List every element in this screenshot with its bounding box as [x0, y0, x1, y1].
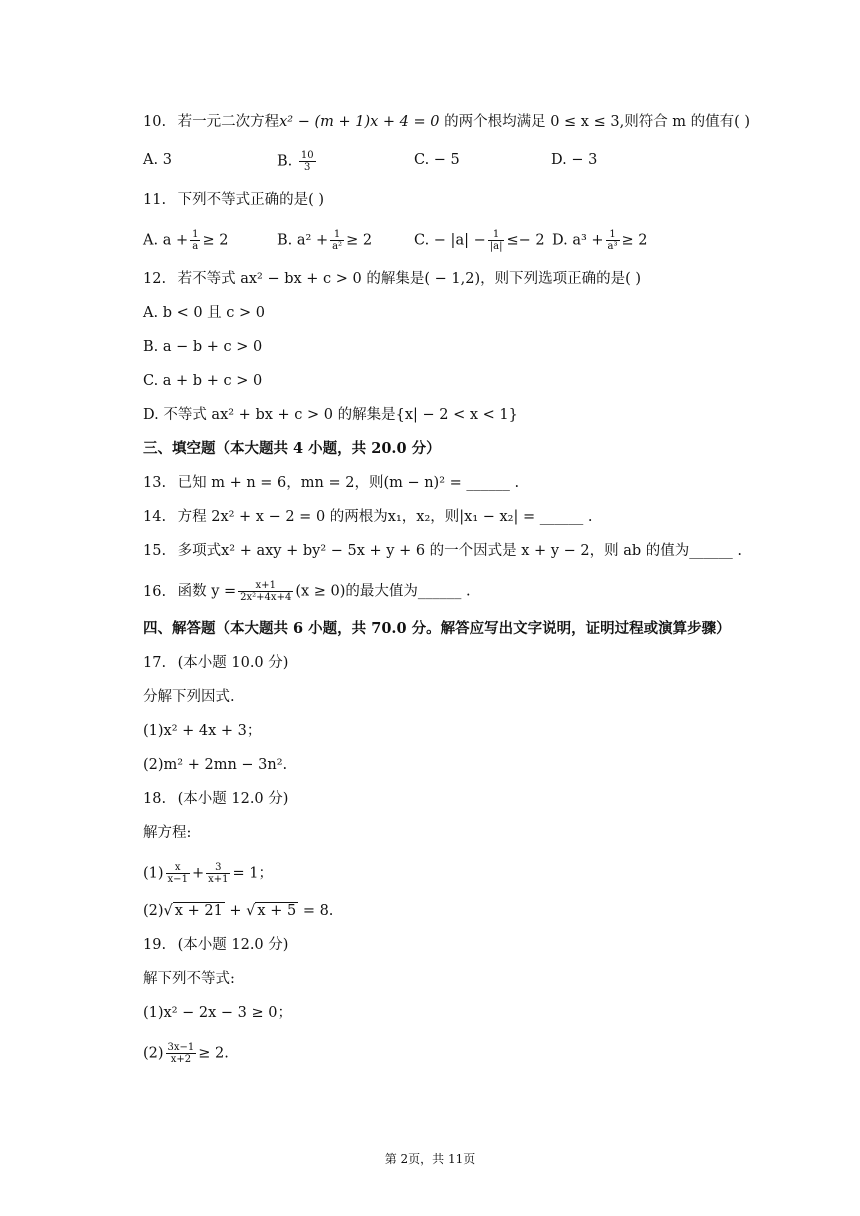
denominator: x−1 [167, 874, 188, 885]
question-text-tail: 的两个根均满足 0 ≤ x ≤ 3,则符合 m 的值有( ) [444, 114, 751, 130]
question-text-tail: (x ≥ 0)的最大值为______ . [295, 583, 471, 600]
option-text: C. − |a| − [414, 232, 486, 249]
operator: + [229, 903, 242, 919]
option-text: A. a + [143, 232, 189, 249]
question-text: 若一元二次方程 [177, 114, 280, 130]
question-number: 15. [143, 543, 167, 559]
sub-question-2 [143, 1042, 229, 1065]
denominator: x+1 [208, 874, 229, 885]
fraction [190, 229, 200, 252]
question-number: 13. [143, 475, 167, 491]
question-number: 18. [143, 791, 167, 807]
numerator: 1 [488, 229, 505, 241]
fraction [238, 580, 293, 603]
option-text: ≥ 2 [202, 232, 229, 249]
section-heading: 四、解答题（本大题共 6 小题，共 70.0 分。解答应写出文字说明，证明过程或演算步骤） [143, 620, 731, 637]
question-17 [143, 653, 288, 673]
sub-question-1: (1)x² − 2x − 3 ≥ 0； [143, 1005, 292, 1021]
question-intro: 分解下列因式. [143, 689, 235, 705]
question-text: 若不等式 ax² − bx + c > 0 的解集是( − 1,2)，则下列选项正确的是( ) [177, 271, 642, 287]
question-text: 下列不等式正确的是( ) [177, 192, 325, 208]
denominator: a² [332, 241, 343, 252]
question-text: 多项式x² + axy + by² − 5x + y + 6 的一个因式是 x + y − 2，则 ab 的值为______ . [177, 543, 742, 559]
fraction [488, 229, 505, 252]
option-a: A. 3 [143, 152, 172, 168]
question-10 [143, 112, 750, 132]
question-13 [143, 473, 519, 493]
numerator: 1 [330, 229, 344, 241]
denominator: 3 [304, 162, 311, 173]
question-score: (本小题 12.0 分) [177, 791, 289, 807]
equation-tail: = 8. [302, 903, 334, 919]
denominator: x+2 [170, 1054, 192, 1065]
option-a: A. b < 0 且 c > 0 [143, 305, 265, 321]
sub-question-2: (2)m² + 2mn − 3n². [143, 757, 288, 773]
operator: + [191, 865, 205, 882]
option-text: B. a² + [277, 232, 329, 249]
option-b: B. a − b + c > 0 [143, 339, 263, 355]
option-b [277, 150, 318, 173]
radicand: x + 21 [174, 903, 223, 919]
question-14 [143, 507, 592, 527]
question-number: 19. [143, 937, 167, 953]
option-label: B. [277, 153, 293, 170]
question-number: 17. [143, 655, 167, 671]
fraction [330, 229, 344, 252]
question-number: 11. [143, 192, 167, 208]
equation: x² − (m + 1)x + 4 = 0 [279, 114, 440, 130]
fraction [299, 150, 316, 173]
numerator: x+1 [238, 580, 293, 592]
question-19 [143, 935, 288, 955]
question-15 [143, 541, 742, 561]
numerator: 1 [606, 229, 620, 241]
sub-question-label: (2) [143, 903, 164, 919]
numerator: x [166, 862, 190, 874]
fraction [606, 229, 620, 252]
question-intro: 解方程: [143, 825, 192, 841]
fraction [166, 862, 190, 885]
denominator: a³ [607, 241, 618, 252]
page-footer: 第 2页，共 11页 [384, 1152, 476, 1166]
option-d: D. − 3 [551, 152, 598, 168]
section-heading: 三、填空题（本大题共 4 小题，共 20.0 分） [143, 440, 441, 457]
question-12 [143, 269, 641, 289]
option-text: ≥ 2 [621, 232, 648, 249]
denominator: 2x²+4x+4 [240, 592, 292, 603]
sub-question-1: (1)x² + 4x + 3； [143, 723, 262, 739]
numerator: 10 [300, 150, 314, 161]
radicand: x + 5 [257, 903, 297, 919]
numerator: 1 [192, 229, 199, 240]
option-a [143, 229, 228, 252]
fraction [166, 1042, 197, 1065]
sub-question-1 [143, 862, 273, 885]
option-c [414, 229, 545, 252]
denominator: a [192, 241, 199, 252]
equation-tail: = 1； [232, 865, 273, 882]
option-d [552, 229, 648, 252]
sqrt-sign: √ [246, 903, 256, 919]
question-number: 14. [143, 509, 167, 525]
option-c: C. a + b + c > 0 [143, 373, 263, 389]
sub-question-label: (1) [143, 865, 164, 882]
question-18 [143, 789, 288, 809]
question-text: 函数 y = [177, 583, 237, 600]
question-number: 16. [143, 583, 167, 600]
question-score: (本小题 12.0 分) [177, 937, 289, 953]
option-text: D. a³ + [552, 232, 604, 249]
question-score: (本小题 10.0 分) [177, 655, 289, 671]
question-text: 已知 m + n = 6，mn = 2，则(m − n)² = ______ . [177, 475, 520, 491]
option-text: ≤− 2 [506, 232, 545, 249]
option-c: C. − 5 [414, 152, 460, 168]
question-number: 10. [143, 114, 167, 130]
sub-question-label: (2) [143, 1045, 164, 1062]
inequality-tail: ≥ 2. [198, 1045, 229, 1062]
fraction [206, 862, 230, 885]
option-d: D. 不等式 ax² + bx + c > 0 的解集是{x| − 2 < x < 1} [143, 407, 518, 423]
question-number: 12. [143, 271, 167, 287]
question-16 [143, 580, 471, 603]
option-b [277, 229, 372, 252]
question-text: 方程 2x² + x − 2 = 0 的两根为x₁，x₂，则|x₁ − x₂| = ______ . [177, 509, 593, 525]
denominator: |a| [489, 241, 503, 252]
sub-question-2 [143, 901, 333, 921]
question-11 [143, 190, 324, 210]
question-intro: 解下列不等式: [143, 971, 235, 987]
sqrt-sign: √ [163, 903, 173, 919]
numerator: 3x−1 [167, 1042, 195, 1053]
numerator: 3 [206, 862, 230, 874]
option-text: ≥ 2 [346, 232, 373, 249]
